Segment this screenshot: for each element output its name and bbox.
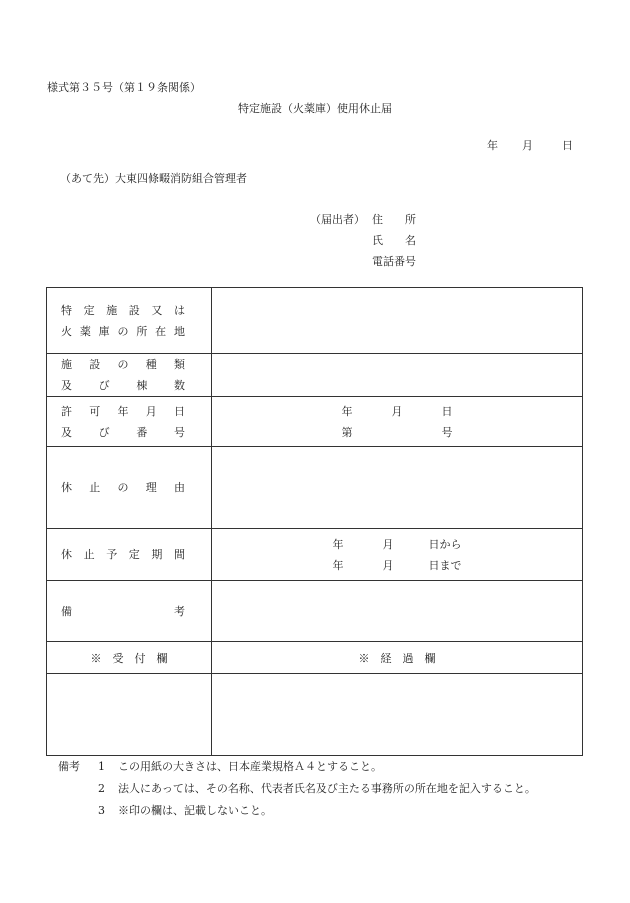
date-month: 月 [522, 139, 533, 152]
progress-field [212, 674, 583, 756]
label-char: 庫 [98, 324, 110, 338]
label-char: 施 [61, 358, 72, 371]
period-to-line [212, 555, 582, 576]
label-char: 定 [128, 548, 140, 561]
notes-label: 備考 [58, 760, 80, 773]
label-char: 可 [89, 404, 101, 418]
progress-header: ※ 経 過 欄 [212, 642, 583, 674]
applicant-name-label: 氏 名 [372, 234, 416, 247]
reception-header: ※ 受 付 欄 [47, 642, 212, 674]
label-char: 及 [61, 379, 72, 392]
label-char: 又 [151, 303, 163, 317]
period-field[interactable] [212, 529, 583, 581]
facility-label-line2 [61, 375, 185, 396]
date-year: 年 [487, 139, 498, 152]
addressee: （あて先）大東四條畷消防組合管理者 [60, 172, 247, 185]
form-number: 様式第３５号（第１９条関係） [47, 81, 201, 94]
location-field[interactable] [212, 288, 583, 354]
label-char: び [98, 379, 110, 392]
remarks-field[interactable] [212, 581, 583, 642]
label-char: 番 [136, 425, 148, 439]
permit-label-line1 [61, 401, 185, 422]
label-char: 休 [61, 481, 72, 494]
label-char: 期 [151, 548, 163, 561]
facility-label-line1 [61, 354, 185, 375]
note-number: 2 [98, 782, 105, 795]
label-char: 止 [89, 481, 101, 494]
label-char: の [117, 481, 129, 494]
period-from-month: 月 [382, 537, 394, 551]
permit-no-prefix: 第 [341, 425, 353, 439]
label-char: 及 [61, 425, 72, 439]
note-text: ※印の欄は、記載しないこと。 [118, 804, 272, 817]
applicant-prefix: （届出者） [310, 213, 365, 226]
label-char: 理 [145, 481, 157, 494]
label-char: 予 [106, 548, 118, 561]
label-char: 設 [89, 358, 101, 371]
period-from-day: 日から [428, 537, 462, 551]
reason-label-line1 [61, 477, 185, 498]
note-number: 3 [98, 804, 105, 817]
label-char: 所 [136, 324, 148, 338]
permit-day: 日 [441, 404, 453, 418]
label-char: 号 [173, 425, 185, 439]
reason-field[interactable] [212, 447, 583, 529]
period-to-day: 日まで [428, 558, 462, 572]
label-char: 特 [61, 303, 72, 317]
reception-field [47, 674, 212, 756]
label-char: 設 [128, 303, 140, 317]
period-to-month: 月 [382, 558, 394, 572]
label-char: 地 [173, 324, 185, 338]
label-char: 施 [106, 303, 118, 317]
remarks-label [47, 581, 212, 642]
label-char: 在 [155, 324, 167, 338]
permit-no-suffix: 号 [441, 425, 453, 439]
notes [58, 756, 536, 822]
applicant-address-label: 住 所 [372, 213, 416, 226]
applicant-phone-label: 電話番号 [372, 255, 416, 268]
label-char: 月 [145, 404, 157, 418]
reason-label [47, 447, 212, 529]
date-day: 日 [562, 139, 573, 152]
label-char: 類 [174, 358, 185, 371]
remarks-label-line1 [61, 601, 185, 622]
label-char: 由 [174, 481, 185, 494]
label-char: 種 [145, 358, 157, 371]
facility-label [47, 354, 212, 397]
label-char: 数 [173, 379, 185, 392]
note-text: この用紙の大きさは、日本産業規格Ａ４とすること。 [118, 760, 382, 773]
period-from-line [212, 534, 582, 555]
permit-number-line [212, 422, 582, 443]
label-char: の [117, 324, 129, 338]
label-char: 薬 [79, 324, 91, 338]
label-char: 間 [173, 548, 185, 561]
label-char: 年 [117, 404, 129, 418]
permit-field[interactable] [212, 397, 583, 447]
note-text: 法人にあっては、その名称、代表者氏名及び主たる事務所の所在地を記入すること。 [118, 782, 536, 795]
label-char: 備 [61, 604, 72, 618]
permit-year: 年 [341, 404, 353, 418]
period-label [47, 529, 212, 581]
label-char: 止 [83, 548, 95, 561]
page-title: 特定施設（火薬庫）使用休止届 [238, 102, 392, 115]
permit-label [47, 397, 212, 447]
label-char: 休 [61, 548, 72, 561]
permit-date-line [212, 401, 582, 422]
period-from-year: 年 [332, 537, 344, 551]
label-char: 日 [174, 404, 185, 418]
facility-field[interactable] [212, 354, 583, 397]
date-line [487, 137, 573, 153]
period-to-year: 年 [332, 558, 344, 572]
notification-table [46, 287, 583, 756]
permit-label-line2 [61, 422, 185, 443]
period-label-line1 [61, 544, 185, 565]
label-char: 考 [174, 604, 185, 618]
note-number: 1 [98, 760, 105, 773]
location-label-line1 [61, 300, 185, 321]
permit-month: 月 [391, 404, 403, 418]
label-char: び [98, 425, 110, 439]
location-label-line2 [61, 321, 185, 342]
label-char: の [117, 358, 129, 371]
label-char: は [173, 303, 185, 317]
label-char: 火 [61, 324, 72, 338]
location-label [47, 288, 212, 354]
label-char: 定 [83, 303, 95, 317]
label-char: 許 [61, 404, 72, 418]
label-char: 棟 [136, 379, 148, 392]
applicant-block [310, 209, 416, 272]
